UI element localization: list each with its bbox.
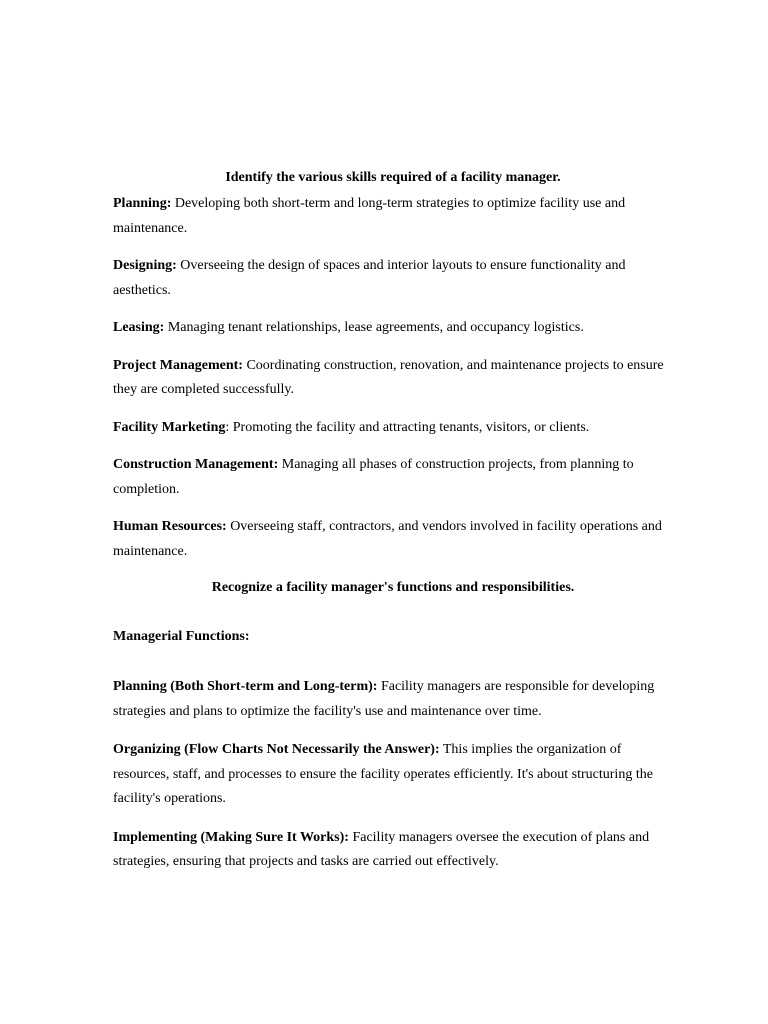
skill-term: Designing: <box>113 258 177 273</box>
skill-text: Managing all phases of construction projects, from planning to completion. <box>113 457 634 497</box>
function-implementing <box>113 826 673 875</box>
function-term: Implementing (Making Sure It Works): <box>113 829 349 845</box>
function-text: Facility managers oversee the execution of plans and strategies, ensuring that projects and tasks are carried out effectively. <box>113 829 650 869</box>
skill-text: Managing tenant relationships, lease agreements, and occupancy logistics. <box>164 320 584 335</box>
function-text: Facility managers are responsible for developing strategies and plans to optimize the facility's use and maintenance over time. <box>113 679 655 719</box>
function-term: Planning (Both Short-term and Long-term): <box>113 679 378 694</box>
function-organizing <box>113 738 673 812</box>
document-page <box>113 167 673 889</box>
section-2-title: Recognize a facility manager's functions and responsibilities. <box>211 580 575 595</box>
skill-term: Planning: <box>113 196 172 211</box>
function-term: Organizing (Flow Charts Not Necessarily the Answer): <box>113 742 440 757</box>
skill-term: Leasing: <box>113 320 165 335</box>
skill-term: Construction Management: <box>113 457 279 472</box>
skill-text: : Promoting the facility and attracting tenants, visitors, or clients. <box>225 419 590 435</box>
managerial-functions-heading: Managerial Functions: <box>113 629 250 644</box>
skill-human-resources <box>113 515 673 564</box>
skill-text: Coordinating construction, renovation, and maintenance projects to ensure they are completed successfully. <box>113 357 664 397</box>
skill-leasing <box>113 316 673 341</box>
skill-designing <box>113 254 673 303</box>
skill-term: Facility Marketing <box>113 419 226 435</box>
skill-term: Human Resources: <box>113 519 227 534</box>
skill-construction-management <box>113 453 673 502</box>
skill-facility-marketing <box>113 416 673 441</box>
function-planning <box>113 675 673 724</box>
skill-text: Overseeing staff, contractors, and vendors involved in facility operations and maintenance. <box>113 519 662 559</box>
section-1-title: Identify the various skills required of a facility manager. <box>225 170 561 185</box>
skill-project-management <box>113 354 673 403</box>
skill-text: Developing both short-term and long-term strategies to optimize facility use and maintenance. <box>113 196 626 236</box>
skill-planning <box>113 192 673 241</box>
skill-text: Overseeing the design of spaces and interior layouts to ensure functionality and aesthetics. <box>113 258 626 298</box>
function-text: This implies the organization of resources, staff, and processes to ensure the facility operates efficiently. It's about structuring the facility's operations. <box>113 742 653 806</box>
skill-term: Project Management: <box>113 357 243 373</box>
